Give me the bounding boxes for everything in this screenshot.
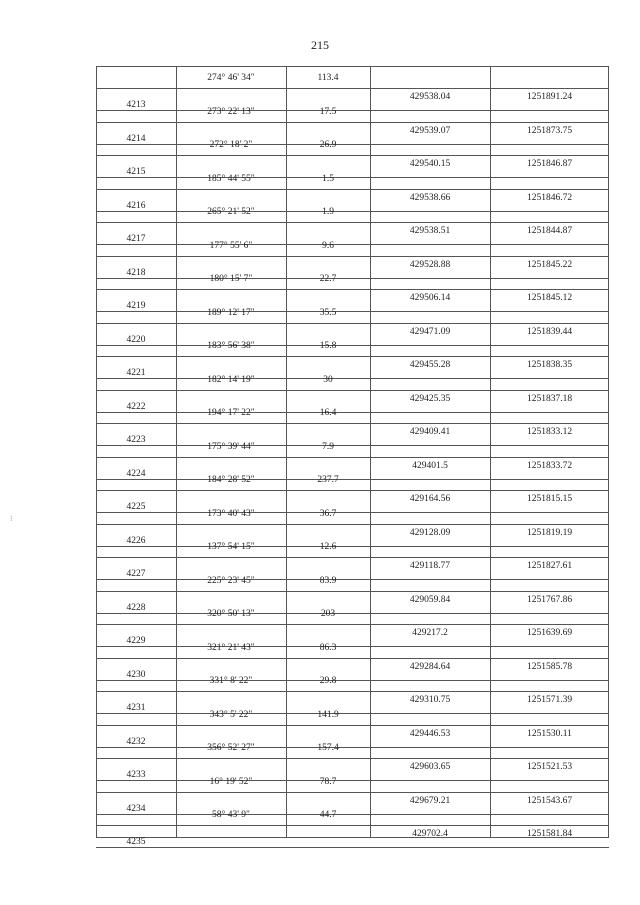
point-pt-cell: 4216 — [126, 200, 146, 211]
point-x-cell: 429528.88 — [409, 259, 451, 270]
segment-angle-cell: 184° 28' 52" — [207, 475, 255, 485]
segment-length-cell: 16.4 — [319, 408, 337, 418]
margin-mark: ⁝ — [10, 514, 13, 523]
point-x-cell: 429425.35 — [409, 393, 451, 404]
segment-length-cell: 86.3 — [319, 642, 337, 653]
point-x-cell: 429409.41 — [409, 427, 451, 437]
point-pt-cell: 4232 — [126, 736, 146, 747]
point-pt-cell: 4217 — [126, 234, 146, 244]
point-pt-cell: 4220 — [126, 334, 146, 345]
point-x-cell: 429538.66 — [409, 192, 451, 203]
point-pt-cell: 4228 — [126, 602, 146, 613]
point-y-cell: 1251839.44 — [526, 326, 573, 337]
point-pt-cell: 4219 — [126, 301, 146, 311]
segment-rule — [96, 457, 609, 458]
point-x-cell: 429539.07 — [409, 125, 451, 136]
point-y-cell: 1251571.39 — [526, 695, 573, 705]
segment-length-cell: 17.5 — [319, 106, 337, 117]
point-y-cell: 1251873.75 — [526, 125, 573, 136]
segment-length-cell: 203 — [320, 609, 336, 619]
segment-rule — [96, 423, 609, 424]
point-x-cell: 429310.75 — [409, 695, 451, 705]
segment-angle-cell: 331° 8' 22" — [209, 676, 253, 686]
segment-angle-cell: 177° 55' 6" — [209, 240, 253, 251]
segment-rule — [96, 691, 609, 692]
segment-length-cell: 237.7 — [317, 475, 339, 485]
segment-angle-cell: 189° 12' 17" — [207, 307, 255, 318]
segment-rule — [96, 591, 609, 592]
segment-rule — [96, 557, 609, 558]
table-border-left — [96, 66, 97, 838]
segment-length-cell: 9.6 — [322, 240, 334, 251]
point-x-cell: 429118.77 — [409, 561, 451, 571]
segment-rule — [96, 323, 609, 324]
point-x-cell: 429506.14 — [409, 293, 451, 303]
table-divider — [370, 66, 371, 838]
point-pt-cell: 4218 — [126, 267, 146, 278]
segment-angle-cell: 320° 50' 13" — [207, 609, 255, 619]
segment-rule — [96, 289, 609, 290]
segment-length-cell: 1.9 — [322, 207, 334, 217]
segment-angle-cell: 58° 43' 9" — [212, 810, 250, 820]
segment-angle-cell: 175° 39' 44" — [207, 441, 255, 452]
row-rule — [96, 847, 609, 848]
segment-angle-cell: 185° 44' 55" — [207, 173, 255, 184]
segment-angle-cell: 194° 17' 22" — [207, 408, 255, 418]
point-y-cell: 1251639.69 — [526, 628, 573, 638]
segment-rule — [96, 658, 609, 659]
table-border-right — [608, 66, 609, 838]
segment-angle-cell: 180° 15' 7" — [209, 274, 253, 284]
point-x-cell: 429540.15 — [409, 159, 451, 169]
point-y-cell: 1251833.12 — [526, 427, 573, 437]
point-x-cell: 429702.4 — [412, 829, 448, 839]
point-pt-cell: 4222 — [126, 401, 146, 412]
point-x-cell: 429471.09 — [409, 326, 451, 337]
point-y-cell: 1251846.87 — [526, 159, 573, 169]
segment-angle-cell: 182° 14' 19" — [207, 374, 255, 385]
point-y-cell: 1251585.78 — [526, 661, 573, 672]
segment-length-cell: 30 — [323, 374, 333, 385]
coordinates-table — [96, 66, 609, 847]
point-y-cell: 1251846.72 — [526, 192, 573, 203]
point-pt-cell: 4224 — [126, 468, 146, 479]
page-number: 215 — [311, 38, 329, 52]
point-x-cell: 429538.04 — [409, 92, 451, 102]
segment-length-cell: 1.5 — [322, 173, 334, 184]
point-pt-cell: 4230 — [126, 669, 146, 680]
point-pt-cell: 4231 — [126, 703, 146, 713]
segment-length-cell: 22.7 — [319, 274, 337, 284]
point-x-cell: 429455.28 — [409, 360, 451, 370]
point-x-cell: 429059.84 — [409, 594, 451, 605]
point-x-cell: 429128.09 — [409, 527, 451, 538]
segment-length-cell: 15.8 — [319, 341, 337, 351]
segment-angle-cell: 265° 21' 52" — [207, 207, 255, 217]
point-pt-cell: 4227 — [126, 569, 146, 579]
segment-angle-cell: 272° 18' 2" — [209, 140, 253, 150]
point-x-cell: 429401.5 — [412, 460, 448, 471]
point-y-cell: 1251891.24 — [526, 92, 573, 102]
point-x-cell: 429679.21 — [409, 795, 451, 806]
table-divider — [490, 66, 491, 838]
point-y-cell: 1251827.61 — [526, 561, 573, 571]
segment-rule — [96, 189, 609, 190]
point-y-cell: 1251845.12 — [526, 293, 573, 303]
segment-rule — [96, 624, 609, 625]
point-x-cell: 429164.56 — [409, 494, 451, 504]
segment-rule — [96, 792, 609, 793]
segment-angle-cell: 343° 5' 22" — [209, 709, 253, 720]
point-pt-cell: 4213 — [126, 100, 146, 110]
point-x-cell: 429446.53 — [409, 728, 451, 739]
point-y-cell: 1251530.11 — [527, 728, 572, 739]
point-x-cell: 429603.65 — [409, 762, 451, 772]
point-y-cell: 1251838.35 — [526, 360, 573, 370]
segment-angle-cell: 273° 22' 13" — [207, 106, 255, 117]
segment-rule — [96, 524, 609, 525]
point-y-cell: 1251521.53 — [526, 762, 573, 772]
point-y-cell: 1251815.15 — [526, 494, 573, 504]
segment-angle-cell: 274° 46' 34" — [207, 73, 255, 83]
segment-length-cell: 35.5 — [319, 307, 337, 318]
segment-angle-cell: 137° 54' 15" — [207, 542, 255, 552]
segment-length-cell: 141.9 — [317, 709, 339, 720]
point-pt-cell: 4234 — [126, 803, 146, 814]
point-pt-cell: 4221 — [126, 368, 146, 378]
segment-length-cell: 113.4 — [317, 73, 339, 83]
segment-rule — [96, 222, 609, 223]
point-y-cell: 1251833.72 — [526, 460, 573, 471]
segment-length-cell: 157.4 — [317, 743, 339, 753]
segment-rule — [96, 390, 609, 391]
point-pt-cell: 4215 — [126, 167, 146, 177]
point-y-cell: 1251767.86 — [526, 594, 573, 605]
segment-length-cell: 29.8 — [319, 676, 337, 686]
point-y-cell: 1251844.87 — [526, 226, 573, 236]
point-y-cell: 1251581.84 — [526, 829, 573, 839]
point-pt-cell: 4235 — [126, 837, 146, 847]
point-pt-cell: 4214 — [126, 133, 146, 144]
segment-angle-cell: 321° 21' 43" — [207, 642, 255, 653]
segment-rule — [96, 725, 609, 726]
segment-rule — [96, 825, 609, 826]
point-y-cell: 1251837.18 — [526, 393, 573, 404]
segment-rule — [96, 256, 609, 257]
point-x-cell: 429538.51 — [409, 226, 451, 236]
point-pt-cell: 4223 — [126, 435, 146, 445]
point-pt-cell: 4225 — [126, 502, 146, 512]
table-border-top — [96, 66, 609, 67]
segment-length-cell: 78.7 — [319, 776, 337, 787]
point-x-cell: 429217.2 — [412, 628, 448, 638]
segment-length-cell: 83.9 — [319, 575, 337, 586]
point-x-cell: 429284.64 — [409, 661, 451, 672]
segment-rule — [96, 88, 609, 89]
segment-length-cell: 7.9 — [322, 441, 334, 452]
point-pt-cell: 4229 — [126, 636, 146, 646]
segment-angle-cell: 356° 52' 27" — [207, 743, 255, 753]
point-y-cell: 1251845.22 — [526, 259, 573, 270]
point-pt-cell: 4233 — [126, 770, 146, 780]
segment-rule — [96, 490, 609, 491]
point-pt-cell: 4226 — [126, 535, 146, 546]
segment-rule — [96, 758, 609, 759]
segment-angle-cell: 225° 23' 45" — [207, 575, 255, 586]
segment-angle-cell: 183° 56' 38" — [207, 341, 255, 351]
segment-angle-cell: 16° 19' 52" — [209, 776, 253, 787]
segment-angle-cell: 173° 40' 43" — [207, 508, 255, 519]
point-y-cell: 1251543.67 — [526, 795, 573, 806]
segment-length-cell: 36.7 — [319, 508, 337, 519]
segment-rule — [96, 155, 609, 156]
segment-length-cell: 26.9 — [319, 140, 337, 150]
segment-rule — [96, 356, 609, 357]
segment-length-cell: 12.6 — [319, 542, 337, 552]
segment-rule — [96, 122, 609, 123]
point-y-cell: 1251819.19 — [526, 527, 573, 538]
segment-length-cell: 44.7 — [319, 810, 337, 820]
